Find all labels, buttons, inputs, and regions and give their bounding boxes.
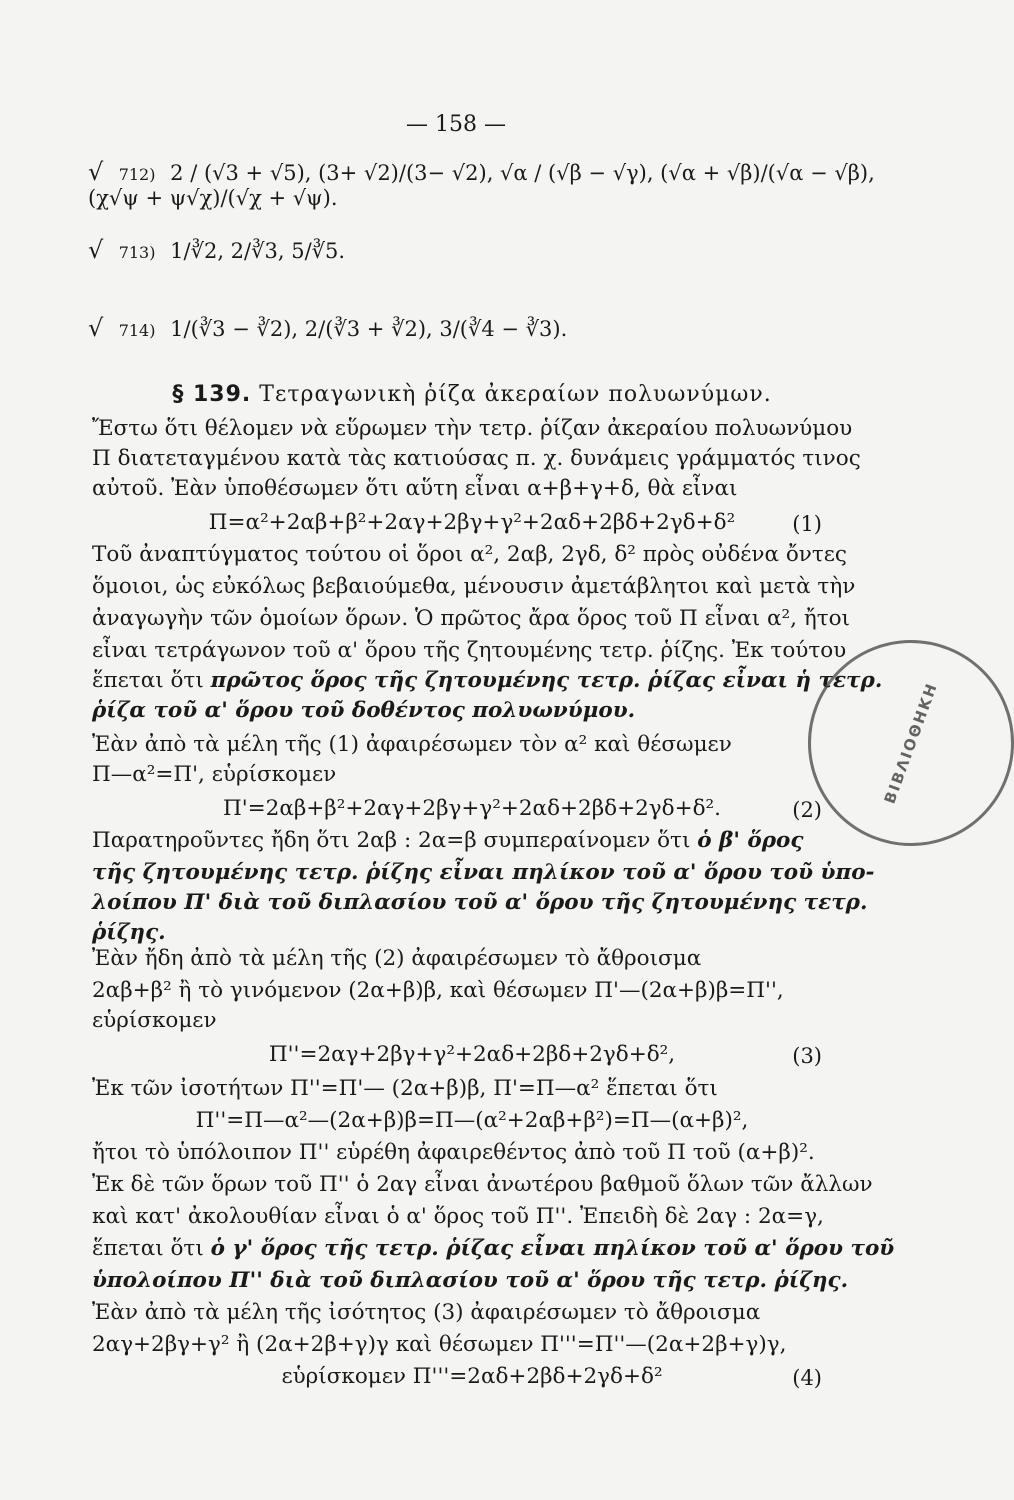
text-line: ὅμοιοι, ὡς εὐκόλως βεβαιούμεθα, μένουσιν ἀμετάβλητοι καὶ μετὰ τὴν <box>92 574 856 599</box>
equation-2: Π'=2αβ+β²+2αγ+2βγ+γ²+2αδ+2βδ+2γδ+δ². <box>222 796 721 821</box>
emphasis-line: τῆς ζητουμένης τετρ. ῥίζης εἶναι πηλίκον τοῦ α' ὅρου τοῦ ὑπο- <box>92 860 875 885</box>
emphasis-text: ὁ β' ὅρος <box>697 828 804 853</box>
exercise-number: 714) <box>118 321 156 340</box>
equation-tag: (3) <box>792 1044 822 1068</box>
text-line: 2αβ+β² ἢ τὸ γινόμενον (2α+β)β, καὶ θέσωμεν Π'—(2α+β)β=Π'', <box>92 978 784 1003</box>
text-line: καὶ κατ' ἀκολουθίαν εἶναι ὁ α' ὅρος τοῦ Π''. Ἐπειδὴ δὲ 2αγ : 2α=γ, <box>92 1204 824 1229</box>
emphasis-line: λοίπου Π' διὰ τοῦ διπλασίου τοῦ α' ὅρου τῆς ζητουμένης τετρ. <box>92 890 868 915</box>
text-line: εἶναι τετράγωνον τοῦ α' ὅρου τῆς ζητουμένης τετρ. ῥίζης. Ἐκ τούτου <box>92 638 847 663</box>
exercise-number: 712) <box>118 165 156 184</box>
exercise-714 <box>88 314 567 342</box>
emphasis-line: ῥίζης. <box>92 920 166 945</box>
exercise-number: 713) <box>118 243 156 262</box>
text-run: ἕπεται ὅτι <box>92 668 204 693</box>
text-run: Παρατηροῦντες ἤδη ὅτι 2αβ : 2α=β συμπεραίνομεν ὅτι <box>92 828 691 853</box>
exercise-expression: 1/∛2, 2/∛3, 5/∛5. <box>170 239 346 263</box>
text-line: ἤτοι τὸ ὑπόλοιπον Π'' εὑρέθη ἀφαιρεθέντος ἀπὸ τοῦ Π τοῦ (α+β)². <box>92 1140 815 1165</box>
text-line: Π—α²=Π', εὑρίσκομεν <box>92 762 337 787</box>
text-line: Ἐὰν ἀπὸ τὰ μέλη τῆς (1) ἀφαιρέσωμεν τὸν α² καὶ θέσωμεν <box>92 732 732 757</box>
text-line: Π διατεταγμένου κατὰ τὰς κατιούσας π. χ. δυνάμεις γράμματός τινος <box>92 446 861 471</box>
emphasis-line: ὑπολοίπου Π'' διὰ τοῦ διπλασίου τοῦ α' ὅρου τῆς τετρ. ῥίζης. <box>92 1268 849 1293</box>
text-line: ἀναγωγὴν τῶν ὁμοίων ὅρων. Ὁ πρῶτος ἄρα ὅρος τοῦ Π εἶναι α², ἤτοι <box>92 606 850 631</box>
exercise-expression: 1/(∛3 − ∛2), 2/(∛3 + ∛2), 3/(∛4 − ∛3). <box>170 317 568 341</box>
check-mark: √ <box>88 236 104 264</box>
exercise-713 <box>88 236 345 264</box>
equation-4: εὑρίσκομεν Π'''=2αδ+2βδ+2γδ+δ² <box>281 1364 663 1389</box>
text-line: Ἔστω ὅτι θέλομεν νὰ εὕρωμεν τὴν τετρ. ῥίζαν ἀκεραίου πολυωνύμου <box>92 416 853 441</box>
section-number: § 139. <box>172 382 252 407</box>
check-mark: √ <box>88 314 104 342</box>
text-line: Ἐκ δὲ τῶν ὅρων τοῦ Π'' ὁ 2αγ εἶναι ἀνωτέρου βαθμοῦ ὅλων τῶν ἄλλων <box>92 1172 873 1197</box>
text-line <box>92 666 883 696</box>
equation-tag: (4) <box>792 1366 822 1390</box>
emphasis-text: ὁ γ' ὅρος τῆς τετρ. ῥίζας εἶναι πηλίκον τοῦ α' ὅρου τοῦ <box>210 1236 895 1261</box>
exercise-712 <box>88 158 912 210</box>
text-line <box>92 826 852 856</box>
emphasis-line: ῥίζα τοῦ α' ὅρου τοῦ δοθέντος πολυωνύμου. <box>92 698 636 723</box>
text-run: ἕπεται ὅτι <box>92 1236 204 1261</box>
check-mark: √ <box>88 158 104 186</box>
text-line: εὑρίσκομεν <box>92 1008 217 1033</box>
text-line: Ἐὰν ἤδη ἀπὸ τὰ μέλη τῆς (2) ἀφαιρέσωμεν τὸ ἄθροισμα <box>92 946 702 971</box>
equation-tag: (1) <box>792 512 822 536</box>
section-title: Τετραγωνικὴ ῥίζα ἀκεραίων πολυωνύμων. <box>259 382 772 407</box>
emphasis-text: πρῶτος ὅρος τῆς ζητουμένης τετρ. ῥίζας εἶναι ἡ τετρ. <box>210 668 883 693</box>
exercise-expression: 2 / (√3 + √5), (3+ √2)/(3− √2), √α / (√β − √γ), (√α + √β)/(√α − √β), (χ√ψ + ψ√χ)/(√χ + √ψ). <box>88 161 875 210</box>
text-line: 2αγ+2βγ+γ² ἢ (2α+2β+γ)γ καὶ θέσωμεν Π'''=Π''—(2α+2β+γ)γ, <box>92 1332 787 1357</box>
library-stamp <box>808 640 1014 846</box>
text-line <box>92 1234 895 1264</box>
section-heading <box>92 380 852 410</box>
equation-line: Π''=Π—α²—(2α+β)β=Π—(α²+2αβ+β²)=Π—(α+β)², <box>195 1108 749 1133</box>
text-line: Τοῦ ἀναπτύγματος τούτου οἱ ὅροι α², 2αβ, 2γδ, δ² πρὸς οὐδένα ὄντες <box>92 542 847 567</box>
equation-3: Π''=2αγ+2βγ+γ²+2αδ+2βδ+2γδ+δ², <box>268 1042 676 1067</box>
equation-tag: (2) <box>792 798 822 822</box>
stamp-text: ΒΙΒΛΙΟΘΗΚΗ <box>880 679 942 807</box>
text-line: Ἐκ τῶν ἰσοτήτων Π''=Π'— (2α+β)β, Π'=Π—α² ἕπεται ὅτι <box>92 1076 718 1101</box>
text-line: Ἐὰν ἀπὸ τὰ μέλη τῆς ἰσότητος (3) ἀφαιρέσωμεν τὸ ἄθροισμα <box>92 1300 761 1325</box>
page-number: — 158 — <box>406 112 506 137</box>
text-line: αὐτοῦ. Ἐὰν ὑποθέσωμεν ὅτι αὕτη εἶναι α+β+γ+δ, θὰ εἶναι <box>92 476 738 501</box>
equation-1: Π=α²+2αβ+β²+2αγ+2βγ+γ²+2αδ+2βδ+2γδ+δ² <box>208 510 736 535</box>
